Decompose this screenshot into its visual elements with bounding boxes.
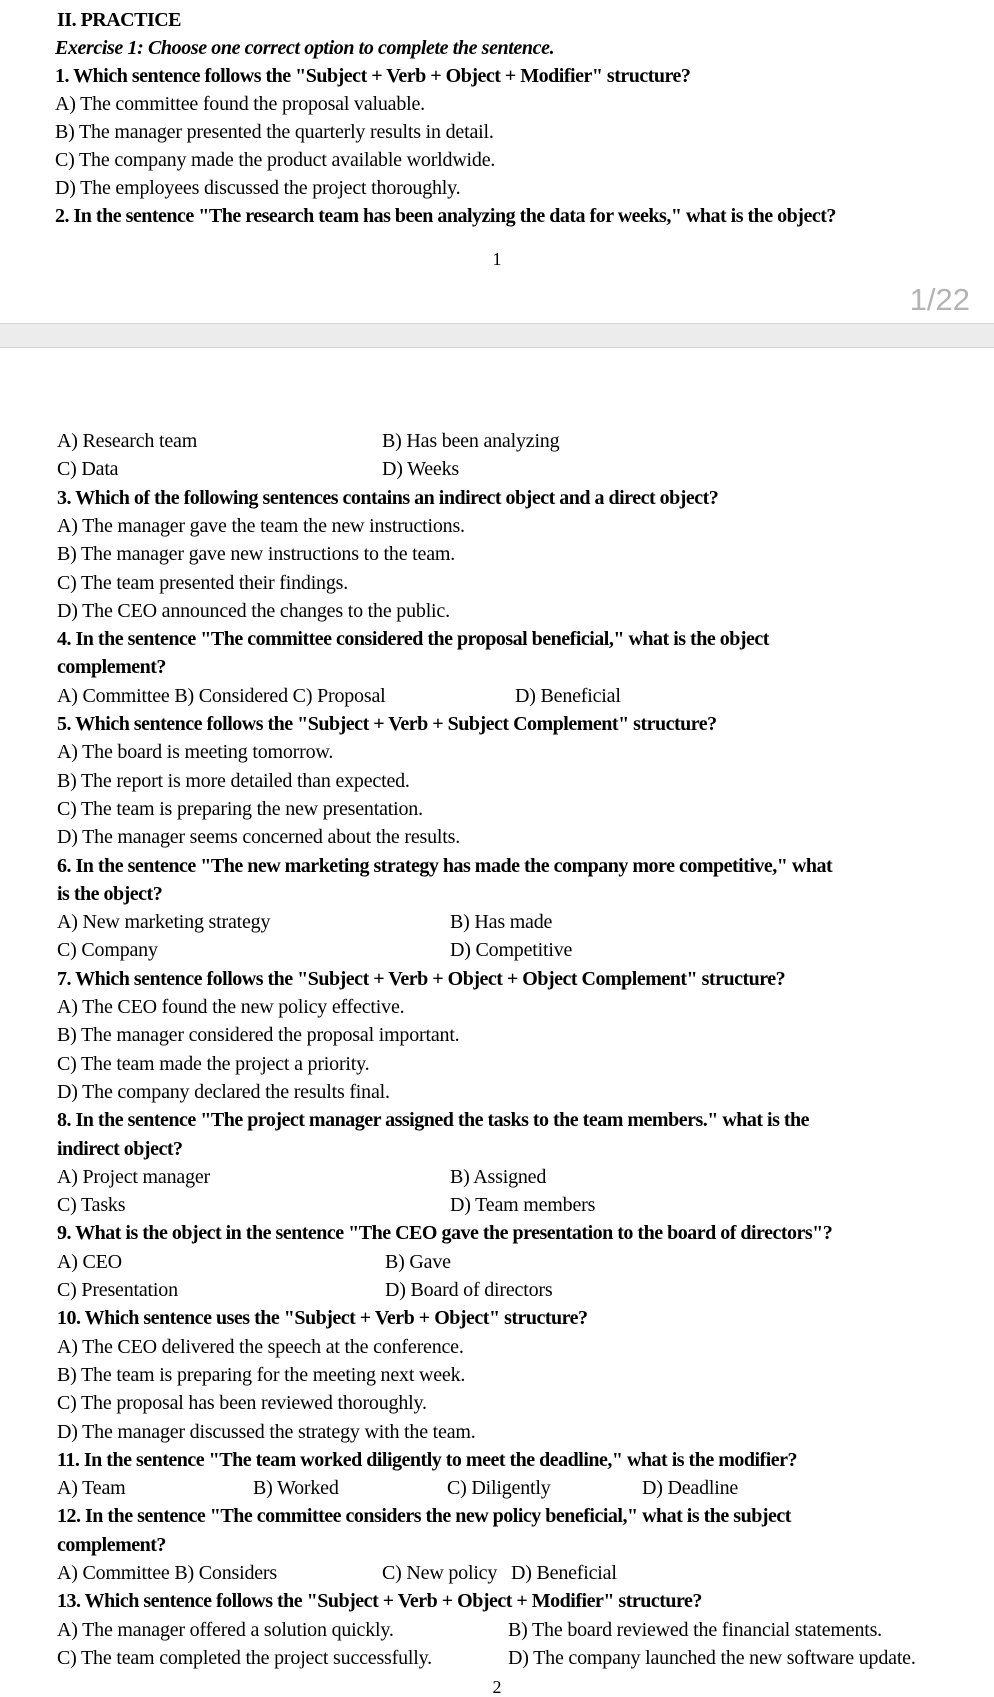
option-line — [0, 1419, 994, 1448]
option-line — [0, 739, 994, 768]
text-segment: A) Project manager — [57, 1165, 211, 1188]
text-segment: B) The team is preparing for the meeting next week. — [57, 1363, 466, 1386]
page-separator — [0, 323, 994, 348]
text-segment: C) Presentation — [57, 1279, 178, 1301]
option-line — [0, 1334, 994, 1363]
text-segment: C) Data — [57, 458, 119, 481]
text-segment: A) The manager offered a solution quickly. — [57, 1618, 394, 1641]
text-segment: C) New policy — [382, 1562, 498, 1584]
options-row — [0, 937, 994, 966]
question-line — [0, 1447, 994, 1476]
text-segment: 5. Which sentence follows the "Subject + Verb + Subject Complement" structure? — [57, 713, 717, 735]
option-line — [0, 570, 994, 599]
text-segment: C) The team made the project a priority. — [57, 1052, 370, 1075]
question-line — [0, 966, 994, 995]
text-segment: D) The employees discussed the project thoroughly. — [55, 177, 461, 199]
option-line — [0, 513, 994, 542]
text-segment: A) Committee B) Considered C) Proposal — [57, 684, 386, 707]
text-segment: A) The CEO delivered the speech at the conference. — [57, 1335, 464, 1358]
text-segment: D) The company launched the new software update. — [508, 1646, 916, 1669]
text-segment: C) The company made the product available worldwide. — [55, 149, 496, 171]
option-line — [0, 994, 994, 1023]
text-segment: 3. Which of the following sentences contains an indirect object and a direct object? — [57, 486, 719, 509]
options-row — [0, 428, 994, 457]
text-segment: complement? — [57, 656, 166, 679]
section-heading — [0, 7, 994, 36]
option-line — [0, 91, 994, 120]
page-indicator: 1/22 — [909, 282, 970, 317]
text-segment: 11. In the sentence "The team worked diligently to meet the deadline," what is the modifier? — [57, 1448, 798, 1471]
options-row — [0, 456, 994, 485]
text-segment: D) Beneficial — [515, 684, 621, 707]
page-2-footer-number: 2 — [492, 1677, 502, 1697]
question-line — [0, 1220, 994, 1249]
text-segment: A) CEO — [57, 1250, 122, 1273]
question-line — [0, 1588, 994, 1617]
text-segment: D) Deadline — [642, 1477, 739, 1500]
question-line — [0, 1503, 994, 1532]
text-segment: B) Worked — [253, 1477, 339, 1500]
text-segment: D) The CEO announced the changes to the public. — [57, 599, 450, 622]
text-segment: D) The manager seems concerned about the results. — [57, 826, 461, 849]
page-1 — [0, 0, 994, 323]
option-line — [0, 147, 994, 176]
text-segment: 2. In the sentence "The research team has been analyzing the data for weeks," what is the object? — [55, 205, 836, 227]
options-row — [0, 1249, 994, 1278]
exercise-instruction — [0, 35, 994, 64]
text-segment: B) The manager considered the proposal important. — [57, 1024, 460, 1047]
text-segment: is the object? — [57, 882, 163, 905]
text-segment: 10. Which sentence uses the "Subject + Verb + Object" structure? — [57, 1307, 588, 1330]
text-segment: C) The team is preparing the new presentation. — [57, 797, 423, 820]
text-segment: D) Board of directors — [385, 1279, 553, 1301]
text-segment: 9. What is the object in the sentence "The CEO gave the presentation to the board of directors"? — [57, 1222, 833, 1245]
text-segment: B) Assigned — [450, 1165, 547, 1188]
text-segment: A) The board is meeting tomorrow. — [57, 741, 334, 764]
options-row — [0, 909, 994, 938]
page-2 — [0, 348, 994, 1697]
text-segment: 6. In the sentence "The new marketing strategy has made the company more competitive," what — [57, 854, 833, 877]
question-line — [0, 203, 994, 232]
text-segment: B) The report is more detailed than expected. — [57, 769, 410, 792]
text-segment: complement? — [57, 1533, 166, 1556]
option-line — [0, 175, 994, 204]
question-line — [0, 881, 994, 910]
text-segment: 12. In the sentence "The committee considers the new policy beneficial," what is the subject — [57, 1505, 791, 1528]
option-line — [0, 541, 994, 570]
question-line — [0, 1305, 994, 1334]
text-segment: A) Research team — [57, 430, 198, 452]
text-segment: II. PRACTICE — [57, 9, 182, 31]
option-line — [0, 1390, 994, 1419]
text-segment: B) The manager gave new instructions to the team. — [57, 543, 456, 566]
question-line — [0, 1107, 994, 1136]
text-segment: B) The manager presented the quarterly results in detail. — [55, 121, 494, 143]
option-line — [0, 1079, 994, 1108]
text-segment: C) The proposal has been reviewed thoroughly. — [57, 1392, 427, 1415]
option-line — [0, 796, 994, 825]
question-line — [0, 485, 994, 514]
text-segment: 1. Which sentence follows the "Subject + Verb + Object + Modifier" structure? — [55, 65, 691, 87]
text-segment: D) Weeks — [382, 458, 459, 481]
page-1-footer-number: 1 — [492, 249, 502, 269]
option-line — [0, 119, 994, 148]
text-segment: A) The manager gave the team the new instructions. — [57, 514, 465, 537]
text-segment: A) The CEO found the new policy effective. — [57, 996, 405, 1018]
text-segment: C) Tasks — [57, 1194, 126, 1217]
text-segment: A) The committee found the proposal valuable. — [55, 93, 425, 115]
text-segment: B) Has made — [450, 911, 553, 934]
text-segment: D) Team members — [450, 1194, 596, 1217]
question-line — [0, 1136, 994, 1165]
options-row — [0, 683, 994, 712]
question-line — [0, 626, 994, 655]
option-line — [0, 768, 994, 797]
text-segment: C) Company — [57, 939, 158, 962]
text-segment: 7. Which sentence follows the "Subject + Verb + Object + Object Complement" structure? — [57, 967, 786, 990]
text-segment: 13. Which sentence follows the "Subject + Verb + Object + Modifier" structure? — [57, 1590, 702, 1613]
text-segment: D) The manager discussed the strategy with the team. — [57, 1420, 476, 1443]
text-segment: D) The company declared the results final. — [57, 1080, 390, 1103]
text-segment: A) Committee B) Considers — [57, 1562, 277, 1584]
text-segment: indirect object? — [57, 1137, 183, 1160]
options-row — [0, 1475, 994, 1504]
text-segment: A) Team — [57, 1477, 126, 1500]
text-segment: D) Beneficial — [511, 1562, 617, 1584]
options-row — [0, 1617, 994, 1646]
options-row — [0, 1277, 994, 1306]
text-segment: B) Has been analyzing — [382, 430, 560, 452]
text-segment: 8. In the sentence "The project manager assigned the tasks to the team members." what is the — [57, 1109, 810, 1132]
question-line — [0, 853, 994, 882]
option-line — [0, 1022, 994, 1051]
option-line — [0, 1362, 994, 1391]
text-segment: Exercise 1: Choose one correct option to complete the sentence. — [55, 37, 555, 59]
text-segment: C) Diligently — [447, 1477, 551, 1500]
options-row — [0, 1192, 994, 1221]
options-row — [0, 1645, 994, 1674]
question-line — [0, 63, 994, 92]
text-segment: C) The team completed the project successfully. — [57, 1646, 432, 1669]
text-segment: A) New marketing strategy — [57, 911, 271, 934]
question-line — [0, 1532, 994, 1561]
options-row — [0, 1164, 994, 1193]
text-segment: B) Gave — [385, 1250, 451, 1273]
option-line — [0, 598, 994, 627]
text-segment: C) The team presented their findings. — [57, 571, 349, 594]
text-segment: D) Competitive — [450, 939, 573, 962]
option-line — [0, 824, 994, 853]
option-line — [0, 1051, 994, 1080]
options-row — [0, 1560, 994, 1589]
question-line — [0, 711, 994, 740]
text-segment: B) The board reviewed the financial statements. — [508, 1618, 882, 1641]
question-line — [0, 654, 994, 683]
text-segment: 4. In the sentence "The committee considered the proposal beneficial," what is the object — [57, 628, 769, 651]
